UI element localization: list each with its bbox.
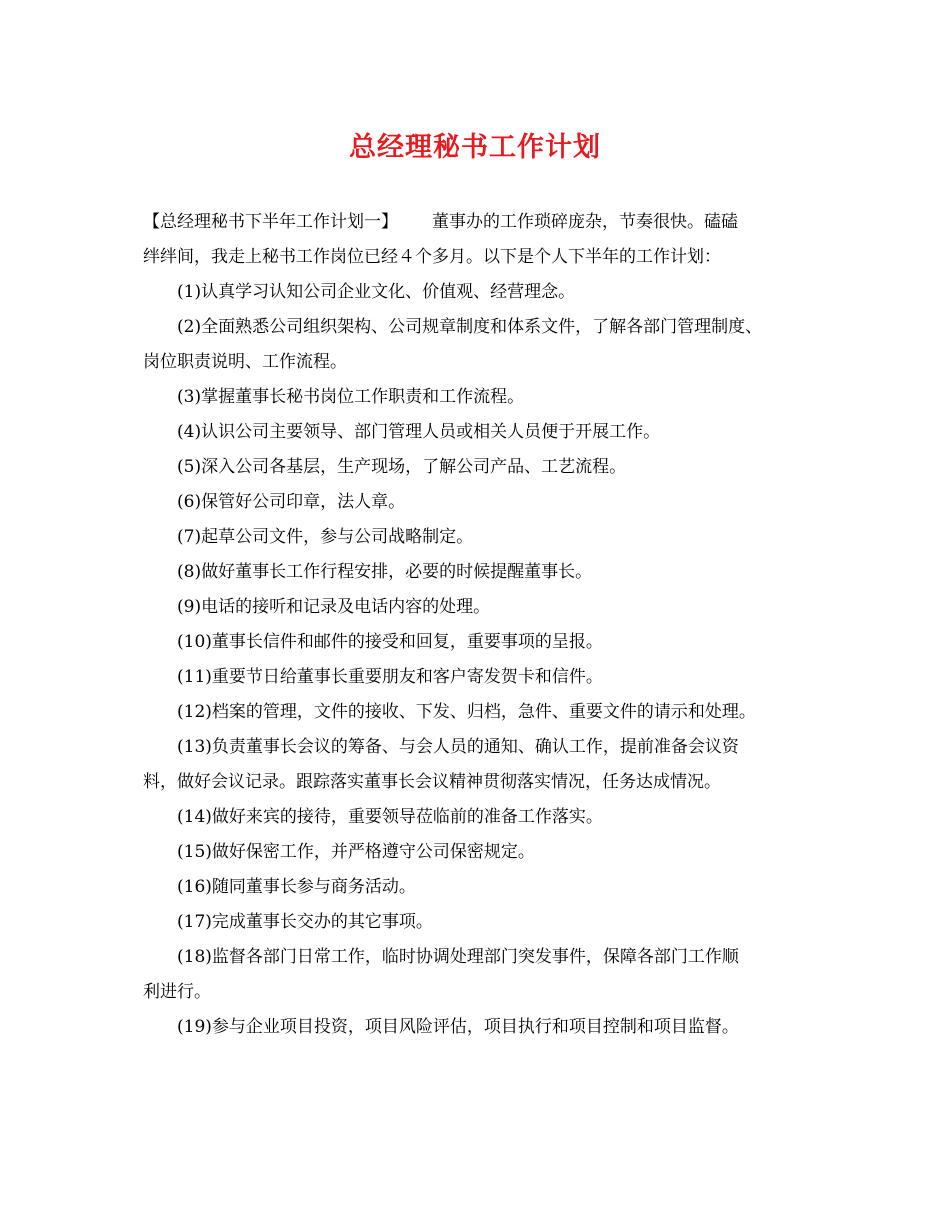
plan-item-line: 利进行。 <box>143 982 211 1002</box>
section-heading: 【总经理秘书下半年工作计划一】 <box>143 212 398 232</box>
document-title: 总经理秘书工作计划 <box>349 132 601 163</box>
plan-item-line: 岗位职责说明、工作流程。 <box>143 352 347 372</box>
plan-item-line: (1)认真学习认知公司企业文化、价值观、经营理念。 <box>177 282 576 302</box>
plan-item-line: (12)档案的管理，文件的接收、下发、归档，急件、重要文件的请示和处理。 <box>177 702 756 722</box>
document-body <box>143 205 815 1045</box>
plan-item-line: (16)随同董事长参与商务活动。 <box>177 877 416 897</box>
plan-item-line: (18)监督各部门日常工作，临时协调处理部门突发事件，保障各部门工作顺 <box>177 947 739 967</box>
plan-item-line: (11)重要节日给董事长重要朋友和客户寄发贺卡和信件。 <box>177 667 603 687</box>
plan-item-line: (15)做好保密工作，并严格遵守公司保密规定。 <box>177 842 535 862</box>
plan-item-line: (17)完成董事长交办的其它事项。 <box>177 912 433 932</box>
plan-item-line: (7)起草公司文件，参与公司战略制定。 <box>177 527 474 547</box>
plan-item-line: (9)电话的接听和记录及电话内容的处理。 <box>177 597 491 617</box>
plan-item-line: (8)做好董事长工作行程安排，必要的时候提醒董事长。 <box>177 562 593 582</box>
intro-text: 董事办的工作琐碎庞杂，节奏很快。磕磕 <box>432 212 738 232</box>
plan-item-line: (2)全面熟悉公司组织架构、公司规章制度和体系文件，了解各部门管理制度、 <box>177 317 763 337</box>
intro-line-2: 绊绊间，我走上秘书工作岗位已经４个多月。以下是个人下半年的工作计划： <box>143 247 721 267</box>
plan-item-line: (5)深入公司各基层，生产现场，了解公司产品、工艺流程。 <box>177 457 627 477</box>
plan-item-line: (3)掌握董事长秘书岗位工作职责和工作流程。 <box>177 387 525 407</box>
plan-item-line: 料，做好会议记录。跟踪落实董事长会议精神贯彻落实情况，任务达成情况。 <box>143 772 721 792</box>
plan-item-line: (13)负责董事长会议的筹备、与会人员的通知、确认工作，提前准备会议资 <box>177 737 739 757</box>
plan-item-line: (6)保管好公司印章，法人章。 <box>177 492 406 512</box>
plan-item-line: (4)认识公司主要领导、部门管理人员或相关人员便于开展工作。 <box>177 422 661 442</box>
plan-item-line: (14)做好来宾的接待，重要领导莅临前的准备工作落实。 <box>177 807 603 827</box>
plan-item-line: (10)董事长信件和邮件的接受和回复，重要事项的呈报。 <box>177 632 603 652</box>
intro-line-1 <box>143 205 815 240</box>
plan-item-line: (19)参与企业项目投资，项目风险评估，项目执行和项目控制和项目监督。 <box>177 1017 739 1037</box>
plan-item-list <box>143 275 815 1045</box>
